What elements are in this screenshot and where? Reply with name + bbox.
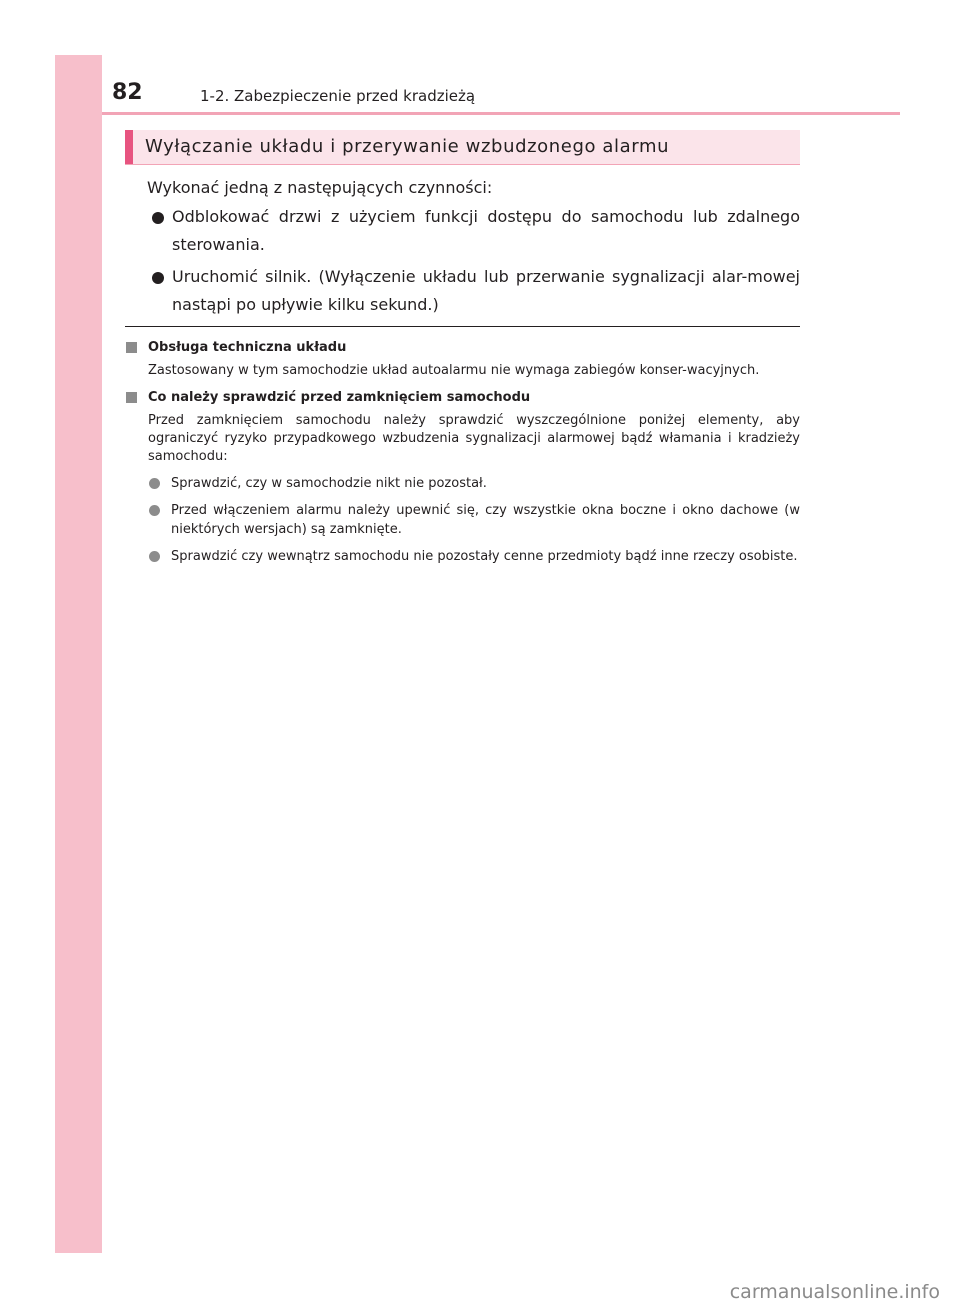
- note-heading: [125, 338, 800, 358]
- list-item-text: Przed włączeniem alarmu należy upewnić się, czy wszystkie okna boczne i okno dachowe (w niektórych wersjach) są zamknięte.: [171, 503, 800, 537]
- notes-section: [125, 338, 800, 574]
- section-divider: [125, 326, 800, 327]
- note-body: Zastosowany w tym samochodzie układ autoalarmu nie wymaga zabiegów konser-wacyjnych.: [148, 363, 760, 378]
- note-heading-text: Obsługa techniczna układu: [148, 340, 347, 355]
- section-title: Wyłączanie układu i przerywanie wzbudzonego alarmu: [145, 136, 670, 157]
- list-item-text: Sprawdzić, czy w samochodzie nikt nie pozostał.: [171, 476, 487, 491]
- list-item-text: Sprawdzić czy wewnątrz samochodu nie pozostały cenne przedmioty bądź inne rzeczy osobiste.: [171, 549, 798, 564]
- list-item-text: Uruchomić silnik. (Wyłączenie układu lub przerwanie sygnalizacji alar-mowej nastąpi po upływie kilku sekund.): [172, 267, 800, 314]
- running-head: 1-2. Zabezpieczenie przed kradzieżą: [200, 87, 476, 105]
- bullet-icon: [149, 505, 160, 516]
- bullet-icon: [149, 551, 160, 562]
- list-item: [150, 203, 800, 259]
- bullet-icon: [152, 212, 164, 224]
- note-bullet-list: [125, 474, 800, 566]
- square-bullet-icon: [126, 392, 137, 403]
- list-item: [148, 547, 800, 566]
- note-heading-text: Co należy sprawdzić przed zamknięciem samochodu: [148, 390, 531, 405]
- list-item: [148, 474, 800, 493]
- bullet-icon: [149, 478, 160, 489]
- main-bullet-list: [150, 203, 800, 323]
- bullet-icon: [152, 272, 164, 284]
- page-number: 82: [112, 80, 143, 105]
- section-title-bar: [125, 130, 800, 165]
- side-color-strip: [55, 55, 102, 1253]
- square-bullet-icon: [126, 342, 137, 353]
- section-intro: Wykonać jedną z następujących czynności:: [147, 178, 493, 197]
- note-body: Przed zamknięciem samochodu należy sprawdzić wyszczególnione poniżej elementy, aby ograniczyć ryzyko przypadkowego wzbudzenia sygnalizacji alarmowej bądź włamania i kradzieży samochodu:: [148, 413, 800, 464]
- list-item: [150, 263, 800, 319]
- header-rule: [102, 112, 900, 115]
- note-heading: [125, 388, 800, 408]
- list-item-text: Odblokować drzwi z użyciem funkcji dostępu do samochodu lub zdalnego sterowania.: [172, 207, 800, 254]
- section-accent-bar: [125, 130, 133, 164]
- watermark: carmanualsonline.info: [729, 1281, 940, 1303]
- list-item: [148, 501, 800, 539]
